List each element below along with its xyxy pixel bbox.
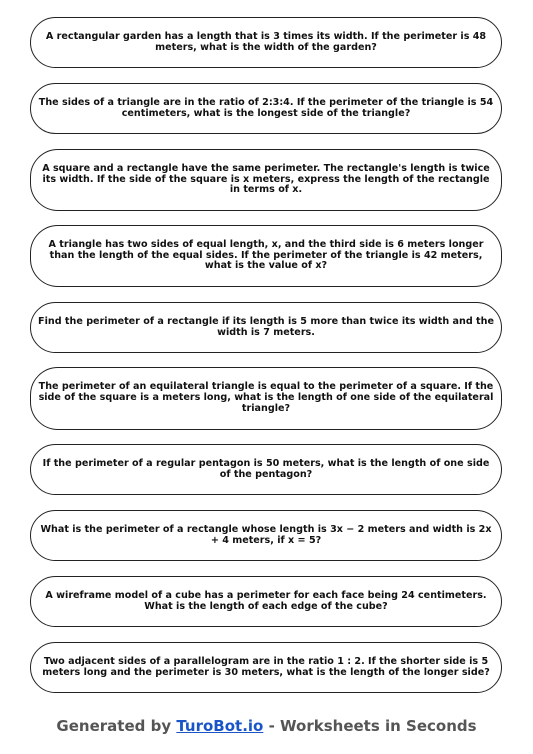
question-card	[30, 444, 502, 495]
question-card	[30, 302, 502, 353]
question-text: A wireframe model of a cube has a perimeter for each face being 24 centimeters. What is the length of each edge of the cube?	[45, 589, 487, 612]
question-text: If the perimeter of a regular pentagon is 50 meters, what is the length of one side of the pentagon?	[42, 457, 490, 480]
question-text: Find the perimeter of a rectangle if its length is 5 more than twice its width and the width is 7 meters.	[38, 315, 494, 338]
brand-link[interactable]: TuroBot.io	[176, 717, 264, 735]
question-text: Two adjacent sides of a parallelogram are in the ratio 1 : 2. If the shorter side is 5 meters long and the perimeter is 30 meters, what is the length of the longer side?	[42, 655, 490, 678]
footer-prefix: Generated by	[56, 717, 177, 735]
question-card	[30, 149, 502, 211]
question-card	[30, 225, 502, 287]
question-text: The sides of a triangle are in the ratio of 2:3:4. If the perimeter of the triangle is 54 centimeters, what is the longest side of the triangle?	[38, 96, 494, 119]
question-text: A square and a rectangle have the same perimeter. The rectangle's length is twice its width. If the side of the square is x meters, express the length of the rectangle in terms of x.	[42, 162, 490, 196]
footer-suffix: - Worksheets in Seconds	[263, 717, 477, 735]
question-card	[30, 367, 502, 430]
question-card	[30, 83, 502, 134]
question-card	[30, 510, 502, 561]
question-text: A rectangular garden has a length that is 3 times its width. If the perimeter is 48 meters, what is the width of the garden?	[45, 30, 487, 53]
question-card	[30, 17, 502, 68]
question-text: What is the perimeter of a rectangle whose length is 3x − 2 meters and width is 2x + 4 meters, if x = 5?	[40, 523, 492, 546]
question-card	[30, 642, 502, 693]
footer	[0, 717, 533, 735]
question-card	[30, 576, 502, 627]
question-text: The perimeter of an equilateral triangle is equal to the perimeter of a square. If the side of the square is a meters long, what is the length of one side of the equilateral triangle?	[38, 381, 494, 414]
question-text: A triangle has two sides of equal length, x, and the third side is 6 meters longer than the length of the equal sides. If the perimeter of the triangle is 42 meters, what is the value of x?	[48, 238, 484, 272]
